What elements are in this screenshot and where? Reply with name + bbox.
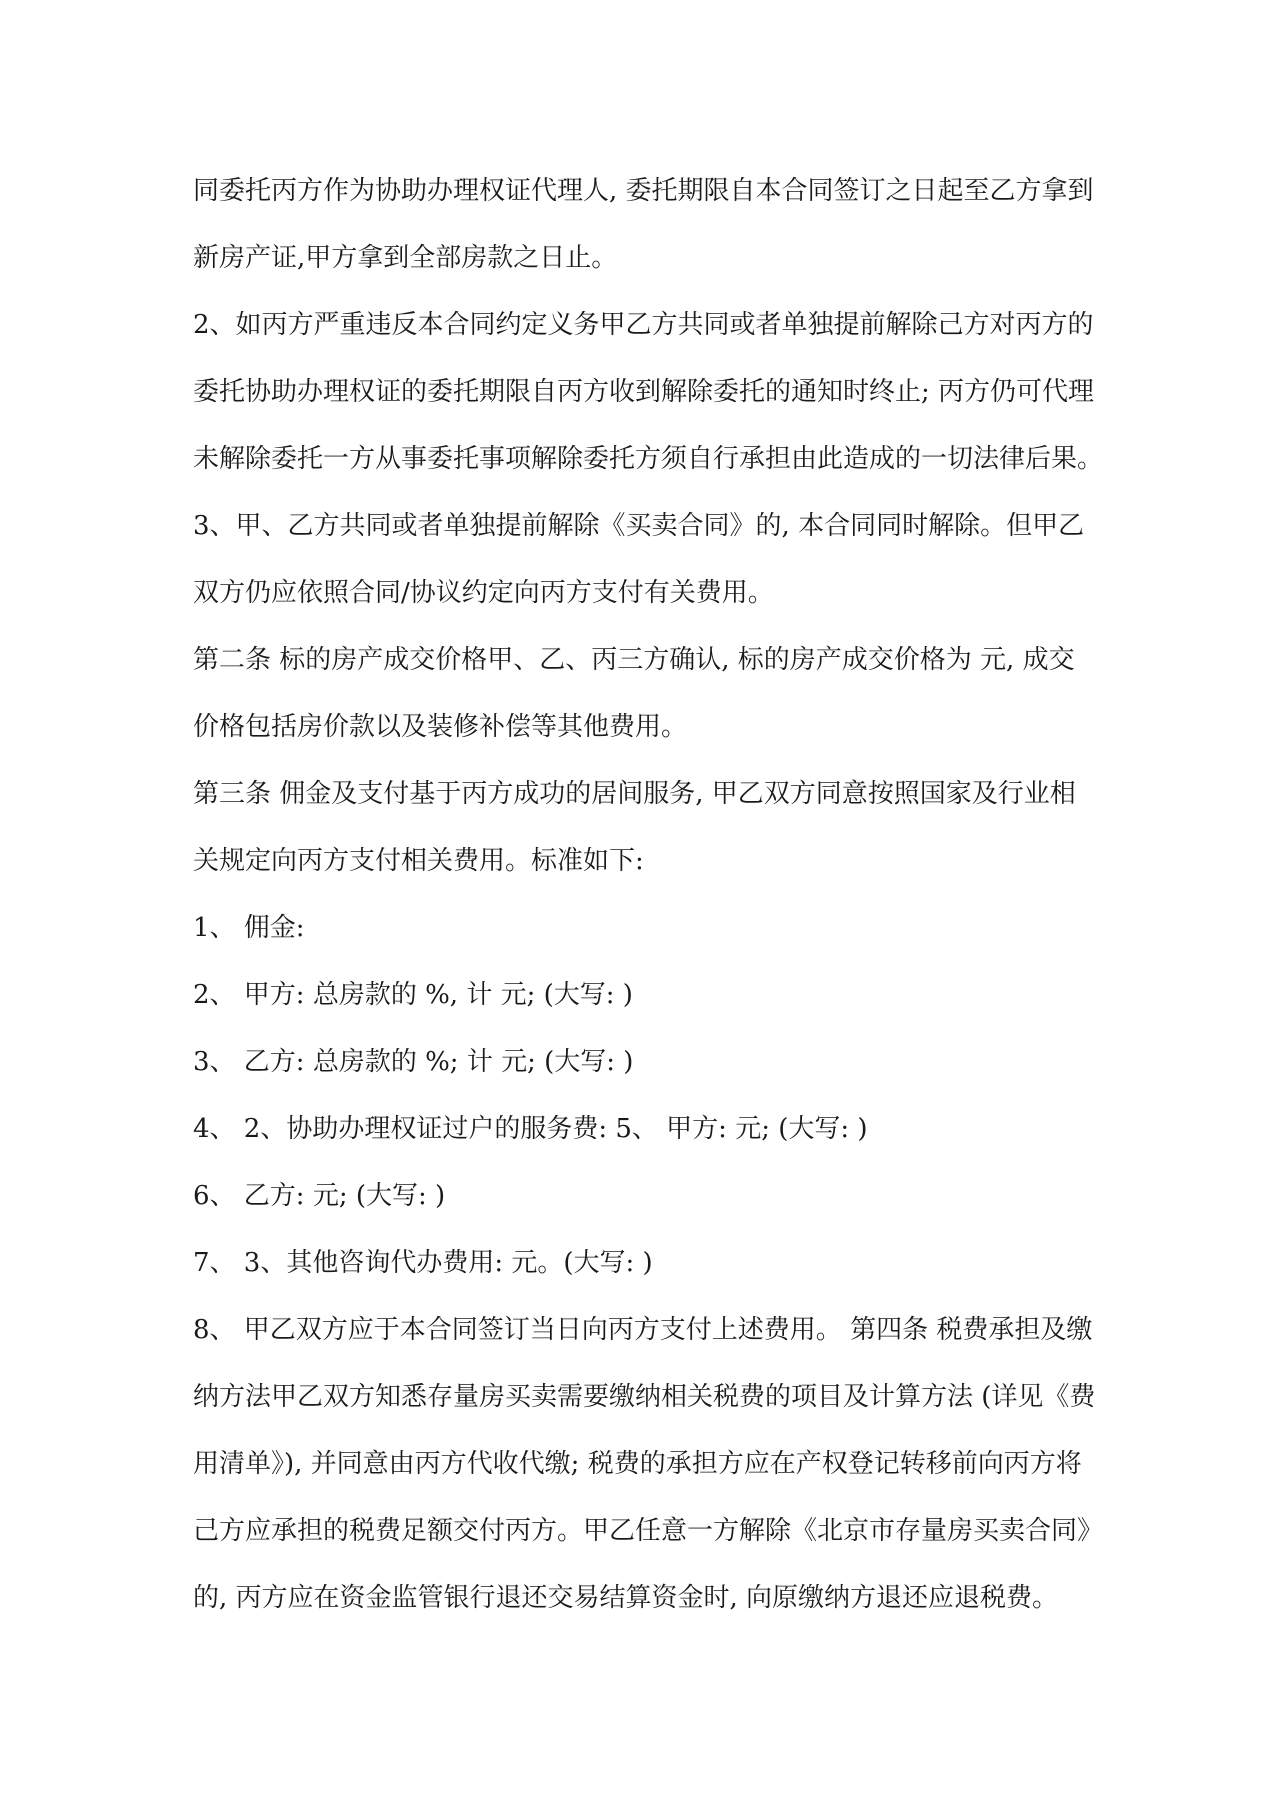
text-line: 8、 甲乙双方应于本合同签订当日向丙方支付上述费用。 第四条 税费承担及缴 <box>193 1315 1093 1345</box>
text-line: 2、 甲方: 总房款的 %, 计 元; (大写: ) <box>193 980 633 1010</box>
text-line: 用清单》), 并同意由丙方代收代缴; 税费的承担方应在产权登记转移前向丙方将 <box>193 1449 1082 1479</box>
text-line: 第二条 标的房产成交价格甲、乙、丙三方确认, 标的房产成交价格为 元, 成交 <box>193 645 1075 675</box>
text-line: 纳方法甲乙双方知悉存量房买卖需要缴纳相关税费的项目及计算方法 (详见《费 <box>193 1382 1096 1412</box>
text-line: 未解除委托一方从事委托事项解除委托方须自行承担由此造成的一切法律后果。 <box>193 444 1104 474</box>
text-line: 委托协助办理权证的委托期限自丙方收到解除委托的通知时终止; 丙方仍可代理 <box>193 377 1095 407</box>
text-line: 的, 丙方应在资金监管银行退还交易结算资金时, 向原缴纳方退还应退税费。 <box>193 1583 1059 1613</box>
text-line: 价格包括房价款以及装修补偿等其他费用。 <box>193 712 688 742</box>
text-line: 2、如丙方严重违反本合同约定义务甲乙方共同或者单独提前解除己方对丙方的 <box>193 310 1094 340</box>
text-line: 第三条 佣金及支付基于丙方成功的居间服务, 甲乙双方同意按照国家及行业相 <box>193 779 1076 809</box>
text-line: 关规定向丙方支付相关费用。标准如下: <box>193 846 644 876</box>
text-line: 双方仍应依照合同/协议约定向丙方支付有关费用。 <box>193 578 774 608</box>
text-line: 1、 佣金: <box>193 913 305 943</box>
text-line: 4、 2、协助办理权证过户的服务费: 5、 甲方: 元; (大写: ) <box>193 1114 868 1144</box>
text-line: 7、 3、其他咨询代办费用: 元。(大写: ) <box>193 1248 653 1278</box>
text-line: 新房产证,甲方拿到全部房款之日止。 <box>193 243 618 273</box>
text-line: 6、 乙方: 元; (大写: ) <box>193 1181 446 1211</box>
contract-text <box>193 158 1104 1632</box>
text-line: 3、甲、乙方共同或者单独提前解除《买卖合同》的, 本合同同时解除。但甲乙 <box>193 511 1085 541</box>
text-line: 同委托丙方作为协助办理权证代理人, 委托期限自本合同签订之日起至乙方拿到 <box>193 176 1094 206</box>
text-line: 3、 乙方: 总房款的 %; 计 元; (大写: ) <box>193 1047 634 1077</box>
text-line: 己方应承担的税费足额交付丙方。甲乙任意一方解除《北京市存量房买卖合同》 <box>193 1516 1104 1546</box>
